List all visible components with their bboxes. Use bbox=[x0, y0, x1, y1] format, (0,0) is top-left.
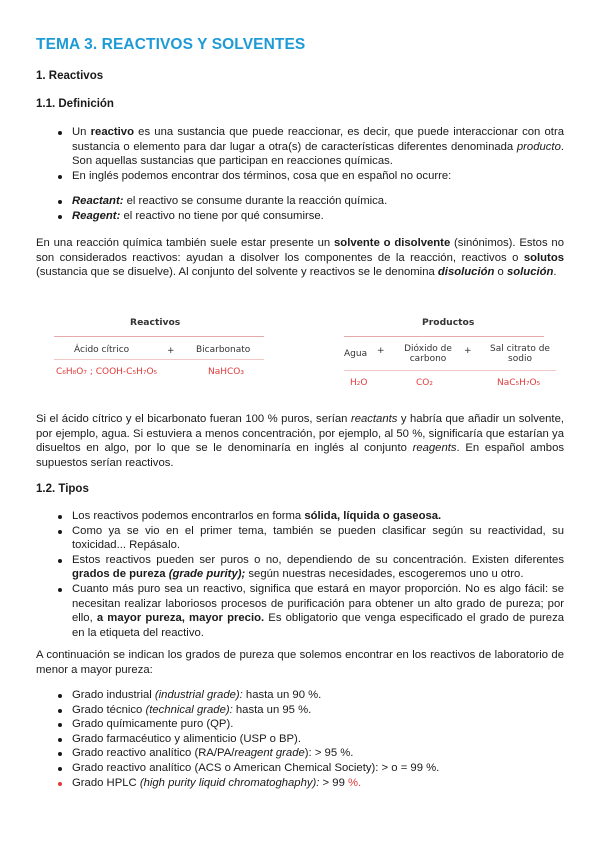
productos-header: Productos bbox=[422, 317, 475, 328]
list-item: Grado técnico (technical grade): hasta un 95 %. bbox=[36, 703, 564, 718]
list-item: Grado farmacéutico y alimenticio (USP o BP). bbox=[36, 732, 564, 747]
reactant-formula-citric-acid: C₆H₈O₇ ; COOH-C₅H₇O₅ bbox=[56, 367, 158, 377]
section-heading-definicion: 1.1. Definición bbox=[36, 98, 114, 110]
plus-sign: + bbox=[464, 346, 472, 356]
product-formula-water: H₂O bbox=[350, 378, 368, 388]
paragraph-grados-intro: A continuación se indican los grados de pureza que solemos encontrar en los reactivos de laboratorio de menor a mayor pureza: bbox=[36, 649, 564, 676]
list-item: Como ya se vio en el primer tema, también se pueden clasificar según su reactividad, su toxicidad... Repásalo. bbox=[36, 524, 564, 553]
paragraph-solvente: En una reacción química también suele estar presente un solvente o disolvente (sinónimos). Estos no son considerados reactivos: ayudan a disolver los componentes de la reacción, reactivos o solutos (sustancia que se disuelve). Al conjunto del solvente y reactivos se le denomina disolución o solución. bbox=[36, 237, 564, 279]
list-item: Grado reactivo analítico (RA/PA/reagent grade): > 95 %. bbox=[36, 746, 564, 761]
definition-list bbox=[36, 125, 564, 183]
list-item: Grado HPLC (high purity liquid chromatoghaphy): > 99 %. bbox=[36, 776, 564, 791]
plus-sign: + bbox=[377, 346, 385, 356]
reaction-figure bbox=[36, 312, 564, 392]
list-item: Los reactivos podemos encontrarlos en forma sólida, líquida o gaseosa. bbox=[36, 509, 564, 524]
list-item: En inglés podemos encontrar dos términos, cosa que en español no ocurre: bbox=[36, 169, 564, 184]
productos-rule bbox=[344, 336, 544, 337]
list-item: Estos reactivos pueden ser puros o no, dependiendo de su concentración. Existen diferentes grados de pureza (grade purity); según nuestras necesidades, escogeremos uno u otro. bbox=[36, 553, 564, 582]
page-title: TEMA 3. REACTIVOS Y SOLVENTES bbox=[36, 36, 306, 53]
list-item: Grado químicamente puro (QP). bbox=[36, 717, 564, 732]
product-name-sodium-citrate: Sal citrato de sodio bbox=[490, 344, 550, 364]
list-item: Reactant: el reactivo se consume durante la reacción química. bbox=[36, 194, 564, 209]
reactivos-rule bbox=[54, 336, 264, 337]
paragraph-purity-example: Si el ácido cítrico y el bicarbonato fueran 100 % puros, serían reactants y habría que añadir un solvente, por ejemplo, agua. Si estuviera a menos concentración, por ejemplo, al 50 %, significaría que estarían ya disueltos en algo, por lo que se le denominaría en inglés al conjunto reagents. En español ambos supuestos serían reactivos. bbox=[36, 413, 565, 469]
grados-list bbox=[36, 688, 564, 790]
list-item: Cuanto más puro sea un reactivo, significa que estará en mayor proporción. No es algo fácil: se necesitan realizar laboriosos procesos de purificación para obtener un alto grado de pureza; por ello, a mayor pureza, mayor precio. Es obligatorio que venga especificado el grado de pureza en la etiqueta del reactivo. bbox=[36, 582, 564, 640]
section-heading-reactivos: 1. Reactivos bbox=[36, 70, 104, 82]
product-name-water: Agua bbox=[344, 349, 368, 359]
reactant-formula-bicarbonate: NaHCO₃ bbox=[208, 367, 244, 377]
term-list bbox=[36, 194, 564, 223]
reactivos-subrule bbox=[54, 359, 264, 360]
list-item: Reagent: el reactivo no tiene por qué consumirse. bbox=[36, 209, 564, 224]
tipos-list bbox=[36, 509, 564, 640]
reactant-name-bicarbonate: Bicarbonato bbox=[196, 345, 251, 355]
product-formula-co2: CO₂ bbox=[416, 378, 433, 388]
list-item: Grado reactivo analítico (ACS o American Chemical Society): > o = 99 %. bbox=[36, 761, 564, 776]
reactant-name-citric-acid: Ácido cítrico bbox=[74, 345, 130, 355]
productos-subrule bbox=[344, 370, 556, 371]
product-name-co2: Dióxido de carbono bbox=[404, 344, 452, 364]
list-item: Grado industrial (industrial grade): hasta un 90 %. bbox=[36, 688, 564, 703]
plus-sign: + bbox=[167, 346, 175, 356]
reactivos-header: Reactivos bbox=[130, 317, 181, 328]
product-formula-sodium-citrate: NaC₅H₇O₅ bbox=[497, 378, 541, 388]
list-item: Un reactivo es una sustancia que puede reaccionar, es decir, que puede interaccionar con otra sustancia o elemento para dar lugar a otra(s) de características diferentes denominada producto. Son aquellas sustancias que participan en reacciones químicas. bbox=[36, 125, 564, 169]
section-heading-tipos: 1.2. Tipos bbox=[36, 483, 89, 495]
